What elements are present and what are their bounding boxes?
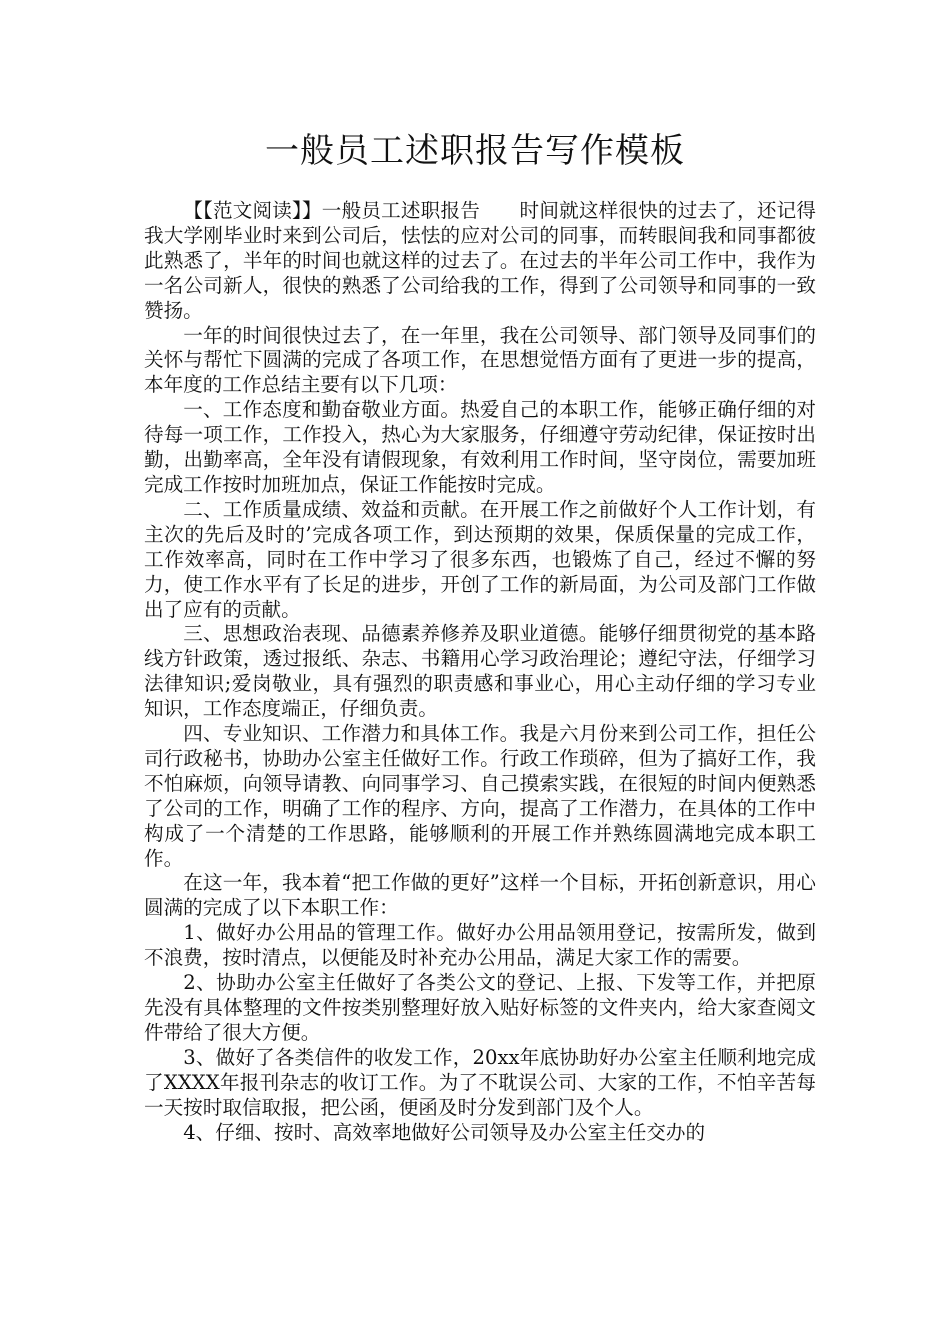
- document-title: 一般员工述职报告写作模板: [265, 131, 685, 171]
- paragraph-intro: 【【范文阅读】】一般员工述职报告 时间就这样很快的过去了，还记得我大学刚毕业时来到公司后，怯怯的应对公司的同事，而转眼间我和同事都彼此熟悉了，半年的时间也就这样的过去了。在过去的半年公司工作中，我作为一名公司新人，很快的熟悉了公司给我的工作，得到了公司领导和同事的一致赞扬。: [144, 199, 816, 322]
- paragraph-work-quality: 二、工作质量成绩、效益和贡献。在开展工作之前做好个人工作计划，有主次的先后及时的’完成各项工作，到达预期的效果，保质保量的完成工作，工作效率高，同时在工作中学习了很多东西，也锻炼了自己，经过不懈的努力，使工作水平有了长足的进步，开创了工作的新局面，为公司及部门工作做出了应有的贡献。: [144, 497, 816, 621]
- paragraph-work-attitude: 一、工作态度和勤奋敬业方面。热爱自己的本职工作，能够正确仔细的对待每一项工作，工作投入，热心为大家服务，仔细遵守劳动纪律，保证按时出勤，出勤率高，全年没有请假现象，有效利用工作时间，坚守岗位，需要加班完成工作按时加班加点，保证工作能按时完成。: [144, 398, 816, 496]
- paragraph-item-3: 3、做好了各类信件的收发工作，20xx年底协助好办公室主任顺利地完成了XXXX年报刊杂志的收订工作。为了不耽误公司、大家的工作，不怕辛苦每一天按时取信取报，把公函，便函及时分发到部门及个人。: [144, 1045, 816, 1119]
- paragraph-item-2: 2、协助办公室主任做好了各类公文的登记、上报、下发等工作，并把原先没有具体整理的文件按类别整理好放入贴好标签的文件夹内，给大家查阅文件带给了很大方便。: [144, 971, 816, 1044]
- paragraph-goal: 在这一年，我本着“把工作做的更好”这样一个目标，开拓创新意识，用心圆满的完成了以下本职工作：: [144, 871, 816, 920]
- paragraph-year-summary: 一年的时间很快过去了，在一年里，我在公司领导、部门领导及同事们的关怀与帮忙下圆满的完成了各项工作，在思想觉悟方面有了更进一步的提高，本年度的工作总结主要有以下几项：: [144, 323, 816, 397]
- document-body: [144, 199, 816, 1145]
- paragraph-item-4: 4、仔细、按时、高效率地做好公司领导及办公室主任交办的: [183, 1120, 706, 1144]
- paragraph-professional: 四、专业知识、工作潜力和具体工作。我是六月份来到公司工作，担任公司行政秘书，协助办公室主任做好工作。行政工作琐碎，但为了搞好工作，我不怕麻烦，向领导请教、向同事学习、自己摸索实践，在很短的时间内便熟悉了公司的工作，明确了工作的程序、方向，提高了工作潜力，在具体的工作中构成了一个清楚的工作思路，能够顺利的开展工作并熟练圆满地完成本职工作。: [144, 722, 816, 870]
- paragraph-item-1: 1、做好办公用品的管理工作。做好办公用品领用登记，按需所发，做到不浪费，按时清点，以便能及时补充办公用品，满足大家工作的需要。: [144, 921, 816, 970]
- paragraph-ethics: 三、思想政治表现、品德素养修养及职业道德。能够仔细贯彻党的基本路线方针政策，透过报纸、杂志、书籍用心学习政治理论；遵纪守法，仔细学习法律知识;爱岗敬业，具有强烈的职责感和事业心，用心主动仔细的学习专业知识，工作态度端正，仔细负责。: [144, 622, 816, 721]
